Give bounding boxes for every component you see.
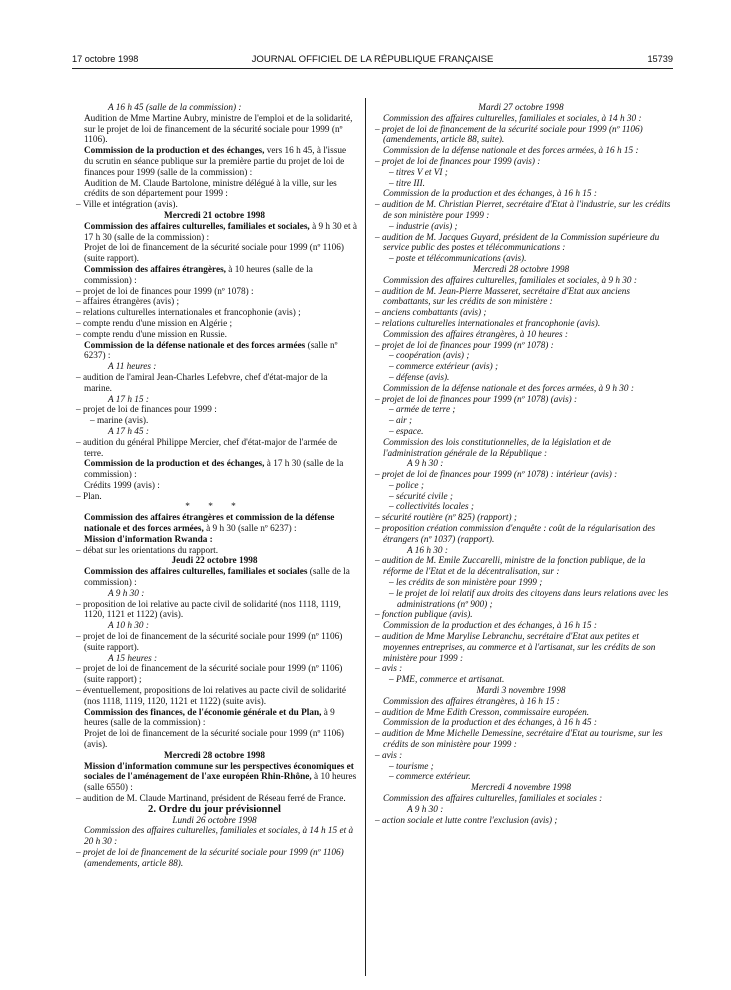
commission-entry: Commission des affaires étrangères, à 10 heures (salle de la commission) :	[84, 264, 313, 286]
list-item: – projet de loi de finances pour 1999 (nº 1078) : intérieur (avis) :	[375, 470, 618, 481]
list-item: – commerce extérieur (avis) ;	[389, 362, 499, 373]
list-item: – projet de loi de finances pour 1999 (nº 1078) :	[375, 340, 554, 351]
list-item: – industrie (avis) ;	[389, 221, 458, 232]
date-heading: Mercredi 28 octobre 1998	[472, 264, 570, 275]
paragraph: Audition de Mme Martine Aubry, ministre de l'emploi et de la solidarité, sur le projet de loi de financement de la sécurité sociale pour 1999 (nº 1106).	[84, 113, 353, 146]
commission-entry: Commission des affaires culturelles, familiales et sociales :	[383, 794, 603, 804]
time-line: A 9 h 30 :	[407, 459, 444, 470]
column-divider	[365, 98, 366, 976]
list-item: – le projet de loi relatif aux droits des citoyens dans leurs relations avec les administrations (nº 900) ;	[389, 588, 669, 610]
list-item: – projet de loi de finances pour 1999 (nº 1078) :	[76, 286, 254, 297]
list-item: – les crédits de son ministère pour 1999 ;	[389, 578, 543, 589]
list-item: – anciens combattants (avis) ;	[375, 308, 487, 319]
commission-entry: Mission d'information commune sur les perspectives économiques et sociales de l'aménagement de l'axe européen Rhin-Rhône, à 10 heures (salle 6550) :	[84, 761, 357, 794]
list-item: – audition de M. Claude Martinand, président de Réseau ferré de France.	[76, 794, 346, 804]
date-heading: Mercredi 21 octobre 1998	[164, 210, 265, 221]
date-heading: Lundi 26 octobre 1998	[172, 815, 257, 826]
commission-name: Commission de la production et des échanges,	[84, 146, 265, 157]
page-header	[72, 54, 673, 68]
commission-entry: Commission de la défense nationale et des forces armées (salle nº 6237) :	[84, 340, 338, 362]
list-item: – audition de Mme Marylise Lebranchu, secrétaire d'Etat aux petites et moyennes entreprises, au commerce et à l'artisanat, sur les crédits de son ministère pour 1999 :	[375, 632, 656, 664]
separator-stars: * * *	[185, 502, 244, 513]
list-item: – audition de l'amiral Jean-Charles Lefebvre, chef d'état-major de la marine.	[76, 372, 328, 394]
date-heading: Mardi 3 novembre 1998	[476, 686, 566, 697]
list-item: – Plan.	[76, 491, 102, 502]
list-item: – titres V et VI ;	[389, 167, 448, 178]
list-item: – projet de loi de financement de la sécurité sociale pour 1999 (nº 1106) (suite rapport) ;	[76, 664, 343, 686]
date-heading: Mardi 27 octobre 1998	[478, 103, 564, 113]
commission-entry: Commission des affaires culturelles, familiales et sociales, à 9 h 30 :	[383, 275, 637, 286]
list-item: – titre III.	[389, 178, 425, 189]
date-heading: Jeudi 22 octobre 1998	[171, 556, 258, 567]
list-item: – débat sur les orientations du rapport.	[76, 545, 219, 556]
list-item: – police ;	[389, 480, 424, 491]
list-item: – audition du général Philippe Mercier, chef d'état-major de l'armée de terre.	[76, 437, 338, 459]
list-item: – proposition création commission d'enquête : coût de la régularisation des étrangers (nº 1037) (rapport).	[375, 524, 656, 545]
list-item: – projet de loi de financement de la sécurité sociale pour 1999 (nº 1106) (amendements, article 88, suite).	[375, 124, 643, 146]
list-item: – projet de loi de financement de la sécurité sociale pour 1999 (nº 1106) (suite rapport).	[76, 632, 343, 653]
commission-entry: Commission des affaires étrangères, à 16 h 15 :	[383, 696, 560, 707]
list-item: – collectivités locales ;	[389, 502, 475, 513]
list-item: – commerce extérieur.	[389, 772, 471, 783]
header-date: 17 octobre 1998	[72, 54, 139, 64]
list-item: – audition de Mme Edith Cresson, commissaire européen.	[375, 707, 590, 718]
list-item: – relations culturelles internationales et francophonie (avis).	[375, 318, 601, 329]
right-column	[371, 103, 671, 826]
time-line: A 15 heures :	[108, 653, 158, 664]
list-item: – éventuellement, propositions de loi relatives au pacte civil de solidarité (nos 1118, 1119, 1120, 1121 et 1122) (suite avis).	[76, 686, 346, 707]
list-item: – audition de M. Christian Pierret, secrétaire d'Etat à l'industrie, sur les crédits de son ministère pour 1999 :	[375, 200, 671, 221]
list-item: – armée de terre ;	[389, 405, 456, 416]
list-item: – sécurité civile ;	[389, 491, 453, 502]
header-title: JOURNAL OFFICIEL DE LA RÉPUBLIQUE FRANÇAISE	[251, 54, 494, 65]
commission-entry: Commission des affaires culturelles, familiales et sociales, à 14 h 15 et à 20 h 30 :	[84, 826, 354, 848]
date-heading: Mercredi 28 octobre 1998	[164, 750, 265, 761]
time-line: A 9 h 30 :	[407, 804, 444, 815]
time-line: A 16 h 30 :	[407, 545, 448, 556]
commission-entry: Commission de la production et des échanges, à 16 h 15 :	[383, 621, 597, 632]
list-item: – audition de Mme Michelle Demessine, secrétaire d'Etat au tourisme, sur les crédits de son ministère pour 1999 :	[375, 729, 663, 751]
list-item: – poste et télécommunications (avis).	[389, 254, 527, 265]
list-item: – marine (avis).	[90, 416, 149, 427]
commission-entry: Commission de la production et des échanges, à 16 h 45 :	[383, 718, 597, 729]
date-heading: Mercredi 4 novembre 1998	[471, 783, 571, 794]
paragraph: Audition de M. Claude Bartolone, ministre délégué à la ville, sur les crédits de son département pour 1999 :	[84, 178, 337, 200]
time-line: A 17 h 45 :	[108, 426, 149, 437]
list-item: – action sociale et lutte contre l'exclusion (avis) ;	[375, 815, 558, 826]
list-item: – coopération (avis) ;	[389, 351, 470, 362]
list-item: – espace.	[389, 426, 424, 437]
time-line: A 16 h 45 (salle de la commission) :	[108, 103, 242, 113]
time-line: A 17 h 15 :	[108, 394, 149, 405]
list-item: – avis :	[375, 750, 403, 761]
time-line: A 10 h 30 :	[108, 621, 149, 632]
list-item: – défense (avis).	[389, 372, 450, 383]
commission-entry: Commission des affaires étrangères et commission de la défense nationale et des forces armées, à 9 h 30 (salle nº 6237) :	[84, 513, 335, 535]
commission-entry: Commission des finances, de l'économie générale et du Plan, à 9 heures (salle de la commission) :	[84, 707, 335, 729]
list-item: – relations culturelles internationales et francophonie (avis) ;	[76, 308, 301, 319]
list-item: – projet de loi de finances pour 1999 :	[76, 405, 217, 416]
list-item: – projet de loi de financement de la sécurité sociale pour 1999 (nº 1106) (amendements, article 88).	[76, 847, 344, 869]
list-item: – projet de loi de finances pour 1999 (avis) :	[375, 156, 541, 167]
section-heading: 2. Ordre du jour prévisionnel	[148, 803, 281, 815]
left-column	[72, 103, 357, 870]
header-page-number: 15739	[647, 54, 673, 64]
list-item: – fonction publique (avis).	[375, 610, 473, 621]
commission-entry: Commission des affaires culturelles, familiales et sociales, à 9 h 30 et à 17 h 30 (salle de la commission) :	[84, 221, 358, 243]
commission-entry: Commission des affaires étrangères, à 10 heures :	[383, 329, 568, 340]
commission-entry: Commission des lois constitutionnelles, de la législation et de l'administration générale de la République :	[383, 437, 611, 459]
list-item: – compte rendu d'une mission en Russie.	[76, 329, 227, 340]
commission-entry: Commission de la défense nationale et des forces armées, à 9 h 30 :	[383, 383, 634, 394]
list-item: – sécurité routière (nº 825) (rapport) ;	[375, 513, 517, 524]
list-item: – air ;	[389, 416, 413, 427]
paragraph: Crédits 1999 (avis) :	[84, 480, 160, 491]
list-item: – avis :	[375, 664, 403, 675]
paragraph: Projet de loi de financement de la sécurité sociale pour 1999 (nº 1106) (avis).	[84, 729, 344, 751]
commission-entry: Commission de la production et des échanges, à 16 h 15 :	[383, 189, 597, 200]
commission-entry: Commission des affaires culturelles, familiales et sociales (salle de la commission) :	[84, 567, 350, 589]
list-item: – projet de loi de finances pour 1999 (nº 1078) (avis) :	[375, 394, 578, 405]
list-item: – compte rendu d'une mission en Algérie ;	[76, 318, 233, 329]
mission-title: Mission d'information Rwanda :	[84, 534, 213, 545]
commission-entry: Commission de la production et des échanges, vers 16 h 45, à l'issue du scrutin en séance publique sur la première partie du projet de loi de finances pour 1999 (salle de la commission) :	[84, 146, 347, 178]
commission-entry: Commission de la défense nationale et des forces armées, à 16 h 15 :	[383, 146, 639, 157]
list-item: – PME, commerce et artisanat.	[389, 675, 505, 686]
list-item: – proposition de loi relative au pacte civil de solidarité (nos 1118, 1119, 1120, 1121 et 1122) (avis).	[76, 599, 341, 621]
list-item: – tourisme ;	[389, 761, 434, 772]
list-item: – audition de M. Jacques Guyard, président de la Commission supérieure du service public des postes et télécommunications :	[375, 232, 660, 254]
commission-entry: Commission de la production et des échanges, à 17 h 30 (salle de la commission) :	[84, 459, 344, 481]
commission-entry: Commission des affaires culturelles, familiales et sociales, à 14 h 30 :	[383, 113, 642, 124]
list-item: – affaires étrangères (avis) ;	[76, 297, 180, 308]
list-item: – audition de M. Emile Zuccarelli, ministre de la fonction publique, de la réforme de l'Etat et de la décentralisation, sur :	[375, 556, 646, 578]
time-line: A 11 heures :	[108, 362, 157, 373]
list-item: – audition de M. Jean-Pierre Masseret, secrétaire d'Etat aux anciens combattants, sur les crédits de son ministère :	[375, 286, 631, 308]
paragraph: Projet de loi de financement de la sécurité sociale pour 1999 (nº 1106) (suite rapport).	[84, 243, 344, 265]
time-line: A 9 h 30 :	[108, 588, 145, 599]
header-rule	[72, 68, 673, 69]
list-item: – Ville et intégration (avis).	[76, 200, 178, 211]
